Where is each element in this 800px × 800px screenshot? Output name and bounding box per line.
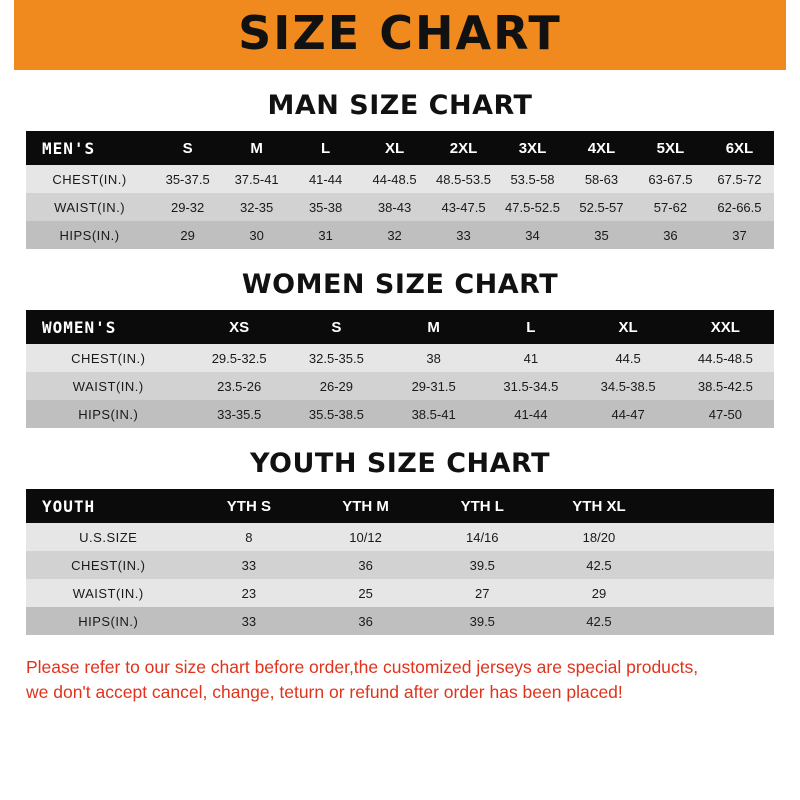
women-table-body [26, 344, 774, 428]
youth-table-head [26, 489, 774, 523]
men-col-header: 3XL [498, 131, 567, 165]
cell: 39.5 [424, 551, 541, 579]
cell: 37 [705, 221, 774, 249]
cell: 38.5-41 [385, 400, 482, 428]
cell: 44-47 [579, 400, 676, 428]
table-row [26, 193, 774, 221]
youth-corner-header: YOUTH [26, 489, 191, 523]
cell: 42.5 [541, 551, 658, 579]
table-row [26, 551, 774, 579]
cell: 35-37.5 [153, 165, 222, 193]
cell: 29.5-32.5 [191, 344, 288, 372]
women-table-head [26, 310, 774, 344]
cell: 39.5 [424, 607, 541, 635]
women-col-header: XL [579, 310, 676, 344]
cell: 67.5-72 [705, 165, 774, 193]
footer-line-2: we don't accept cancel, change, teturn or refund after order has been placed! [26, 682, 623, 703]
cell: 23 [191, 579, 308, 607]
women-size-table [26, 310, 774, 428]
cell: 52.5-57 [567, 193, 636, 221]
men-col-header: XL [360, 131, 429, 165]
men-table-body [26, 165, 774, 249]
cell: 31 [291, 221, 360, 249]
cell: 26-29 [288, 372, 385, 400]
cell: 44-48.5 [360, 165, 429, 193]
cell: 44.5 [579, 344, 676, 372]
youth-size-chart [0, 489, 800, 635]
cell [657, 523, 774, 551]
cell: 36 [307, 551, 424, 579]
cell: 29 [541, 579, 658, 607]
band-notch-right [786, 0, 800, 70]
cell [657, 551, 774, 579]
row-label: HIPS(IN.) [26, 607, 191, 635]
cell: 57-62 [636, 193, 705, 221]
cell: 25 [307, 579, 424, 607]
cell: 33-35.5 [191, 400, 288, 428]
women-col-header: L [482, 310, 579, 344]
men-col-header: 5XL [636, 131, 705, 165]
cell: 29-32 [153, 193, 222, 221]
cell: 38.5-42.5 [677, 372, 774, 400]
men-size-chart [0, 131, 800, 249]
cell: 27 [424, 579, 541, 607]
cell: 62-66.5 [705, 193, 774, 221]
cell: 48.5-53.5 [429, 165, 498, 193]
women-header-row [26, 310, 774, 344]
table-row [26, 165, 774, 193]
cell: 41 [482, 344, 579, 372]
table-row [26, 579, 774, 607]
youth-col-header: YTH L [424, 489, 541, 523]
band-notch-left [0, 0, 14, 70]
cell: 10/12 [307, 523, 424, 551]
cell: 35-38 [291, 193, 360, 221]
women-col-header: S [288, 310, 385, 344]
cell: 33 [191, 551, 308, 579]
men-col-header: L [291, 131, 360, 165]
row-label: WAIST(IN.) [26, 579, 191, 607]
cell: 37.5-41 [222, 165, 291, 193]
cell: 63-67.5 [636, 165, 705, 193]
cell: 36 [636, 221, 705, 249]
cell: 30 [222, 221, 291, 249]
cell: 42.5 [541, 607, 658, 635]
cell: 44.5-48.5 [677, 344, 774, 372]
men-table-head [26, 131, 774, 165]
cell [657, 607, 774, 635]
row-label: CHEST(IN.) [26, 165, 153, 193]
row-label: U.S.SIZE [26, 523, 191, 551]
women-corner-header: WOMEN'S [26, 310, 191, 344]
cell: 34.5-38.5 [579, 372, 676, 400]
footer-note [0, 655, 800, 706]
cell: 14/16 [424, 523, 541, 551]
table-row [26, 372, 774, 400]
row-label: WAIST(IN.) [26, 372, 191, 400]
women-col-header: XS [191, 310, 288, 344]
cell: 38 [385, 344, 482, 372]
row-label: HIPS(IN.) [26, 221, 153, 249]
youth-col-header: YTH XL [541, 489, 658, 523]
youth-table-body [26, 523, 774, 635]
women-col-header: XXL [677, 310, 774, 344]
cell: 35 [567, 221, 636, 249]
table-row [26, 400, 774, 428]
cell: 47-50 [677, 400, 774, 428]
cell: 47.5-52.5 [498, 193, 567, 221]
cell: 32.5-35.5 [288, 344, 385, 372]
cell: 23.5-26 [191, 372, 288, 400]
men-size-table [26, 131, 774, 249]
youth-col-header: YTH M [307, 489, 424, 523]
table-row [26, 221, 774, 249]
cell: 36 [307, 607, 424, 635]
row-label: CHEST(IN.) [26, 551, 191, 579]
row-label: CHEST(IN.) [26, 344, 191, 372]
cell: 29 [153, 221, 222, 249]
youth-col-header-empty [657, 489, 774, 523]
header-band [0, 0, 800, 70]
men-col-header: 2XL [429, 131, 498, 165]
men-corner-header: MEN'S [26, 131, 153, 165]
cell: 41-44 [291, 165, 360, 193]
cell: 29-31.5 [385, 372, 482, 400]
men-col-header: 6XL [705, 131, 774, 165]
cell: 38-43 [360, 193, 429, 221]
cell: 32-35 [222, 193, 291, 221]
men-col-header: M [222, 131, 291, 165]
cell [657, 579, 774, 607]
cell: 41-44 [482, 400, 579, 428]
cell: 32 [360, 221, 429, 249]
youth-col-header: YTH S [191, 489, 308, 523]
footer-line-1: Please refer to our size chart before order,the customized jerseys are special products, [26, 657, 699, 677]
cell: 31.5-34.5 [482, 372, 579, 400]
cell: 33 [191, 607, 308, 635]
cell: 8 [191, 523, 308, 551]
cell: 53.5-58 [498, 165, 567, 193]
cell: 33 [429, 221, 498, 249]
cell: 35.5-38.5 [288, 400, 385, 428]
cell: 43-47.5 [429, 193, 498, 221]
youth-header-row [26, 489, 774, 523]
men-col-header: S [153, 131, 222, 165]
cell: 58-63 [567, 165, 636, 193]
women-size-chart [0, 310, 800, 428]
men-header-row [26, 131, 774, 165]
row-label: HIPS(IN.) [26, 400, 191, 428]
table-row [26, 344, 774, 372]
cell: 18/20 [541, 523, 658, 551]
section-title-women: WOMEN SIZE CHART [241, 269, 559, 300]
men-col-header: 4XL [567, 131, 636, 165]
table-row [26, 607, 774, 635]
section-title-youth: YOUTH SIZE CHART [249, 448, 551, 479]
table-row [26, 523, 774, 551]
page-title: SIZE CHART [238, 6, 562, 60]
youth-size-table [26, 489, 774, 635]
women-col-header: M [385, 310, 482, 344]
cell: 34 [498, 221, 567, 249]
section-title-men: MAN SIZE CHART [267, 90, 533, 121]
row-label: WAIST(IN.) [26, 193, 153, 221]
